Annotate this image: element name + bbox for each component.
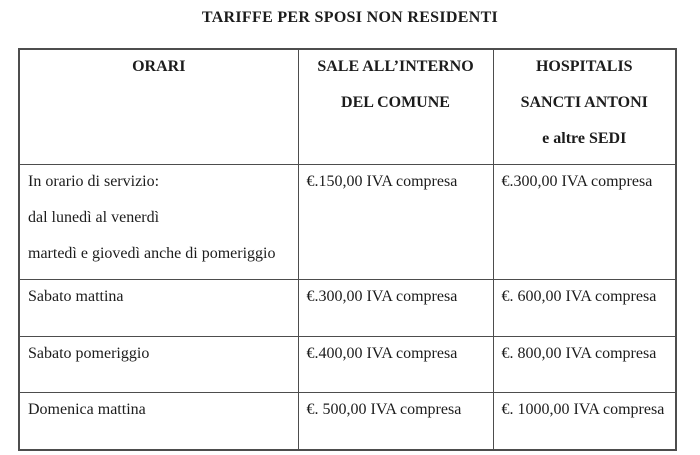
page-title: TARIFFE PER SPOSI NON RESIDENTI [201,9,499,26]
table-row [19,337,676,393]
cell-hospitalis [493,337,676,393]
table-row [19,393,676,450]
header-cell-hospitalis [493,49,676,165]
cell-text-line: €.400,00 IVA compresa [306,345,458,362]
header-text-line: SANCTI ANTONI [520,94,648,111]
cell-sale-interno [298,393,493,450]
table-row [19,280,676,337]
cell-text-line: Sabato pomeriggio [28,345,150,362]
header-text-line: ORARI [132,58,186,75]
cell-text-line: €. 1000,00 IVA compresa [501,401,665,418]
cell-hospitalis [493,165,676,280]
header-cell-sale-interno [298,49,493,165]
header-text-line: DEL COMUNE [341,94,450,111]
cell-sale-interno [298,280,493,337]
cell-hospitalis [493,280,676,337]
cell-text-line: €. 800,00 IVA compresa [501,345,657,362]
cell-text-line: Sabato mattina [28,288,124,305]
cell-sale-interno [298,337,493,393]
cell-text-line: €.300,00 IVA compresa [501,173,653,190]
cell-text-line: Domenica mattina [28,401,146,418]
header-text-line: SALE ALL’INTERNO [317,58,474,75]
header-text-line: e altre SEDI [542,130,627,147]
cell-text-line: martedì e giovedì anche di pomeriggio [28,245,276,262]
cell-orari [19,165,298,280]
cell-text-line: dal lunedì al venerdì [28,209,160,226]
cell-sale-interno [298,165,493,280]
table-row [19,165,676,280]
cell-orari [19,393,298,450]
cell-text-line: In orario di servizio: [28,173,160,190]
cell-text-line: €.150,00 IVA compresa [306,173,458,190]
header-text-line: HOSPITALIS [535,58,633,75]
table-header-row [19,49,676,165]
header-cell-orari [19,49,298,165]
cell-orari [19,280,298,337]
cell-text-line: €. 600,00 IVA compresa [501,288,657,305]
tariff-table [18,48,677,451]
cell-text-line: €. 500,00 IVA compresa [306,401,462,418]
cell-text-line: €.300,00 IVA compresa [306,288,458,305]
cell-orari [19,337,298,393]
cell-hospitalis [493,393,676,450]
